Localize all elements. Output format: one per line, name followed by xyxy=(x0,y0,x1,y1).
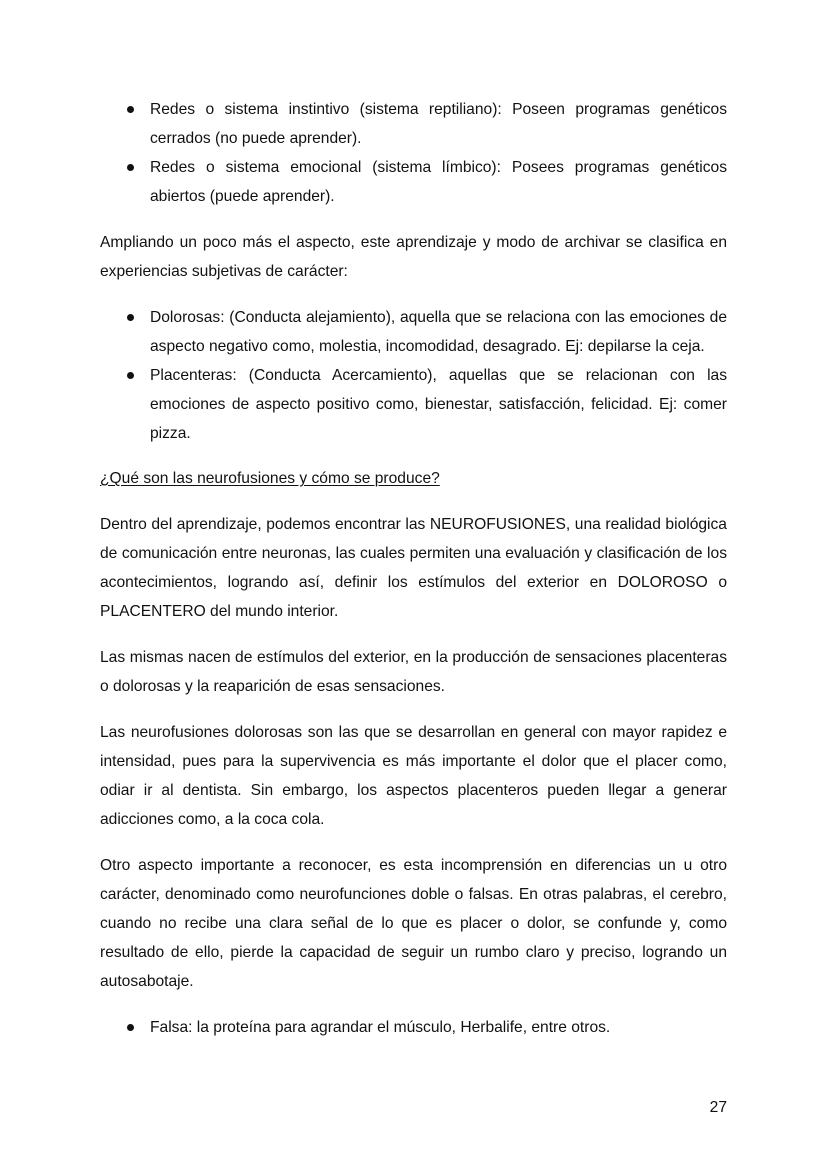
paragraph-origin: Las mismas nacen de estímulos del exterior, en la producción de sensaciones placenteras o dolorosas y la reaparición de esas sensaciones. xyxy=(100,649,727,695)
paragraph-false-neurofusions: Otro aspecto importante a reconocer, es esta incomprensión en diferencias un u otro carácter, denominado como neurofunciones doble o falsas. En otras palabras, el cerebro, cuando no recibe una clara señal de lo que es placer o dolor, se confunde y, como resultado de ello, pierde la capacidad de seguir un rumbo claro y preciso, logrando un autosabotaje. xyxy=(100,857,727,990)
bullet-icon xyxy=(127,164,134,171)
list-item-text: Placenteras: (Conducta Acercamiento), aquellas que se relacionan con las emociones de aspecto positivo como, bienestar, satisfacción, felicidad. Ej: comer pizza. xyxy=(150,367,727,442)
bullet-icon xyxy=(127,1024,134,1031)
section-heading: ¿Qué son las neurofusiones y cómo se produce? xyxy=(100,470,440,487)
bullet-list-examples xyxy=(100,1013,727,1042)
bullet-icon xyxy=(127,106,134,113)
list-item-text: Redes o sistema emocional (sistema límbico): Posees programas genéticos abiertos (puede aprender). xyxy=(150,159,727,205)
paragraph-painful-neurofusions: Las neurofusiones dolorosas son las que se desarrollan en general con mayor rapidez e intensidad, pues para la supervivencia es más importante el dolor que el placer como, odiar ir al dentista. Sin embargo, los aspectos placenteros pueden llegar a generar adicciones como, a la coca cola. xyxy=(100,724,727,828)
page-number: 27 xyxy=(709,1099,727,1116)
bullet-icon xyxy=(127,372,134,379)
list-item xyxy=(100,303,727,361)
list-item xyxy=(100,1013,727,1042)
list-item xyxy=(100,361,727,448)
bullet-list-experiences xyxy=(100,303,727,448)
page-content xyxy=(100,95,727,1042)
list-item xyxy=(100,153,727,211)
list-item-text: Redes o sistema instintivo (sistema reptiliano): Poseen programas genéticos cerrados (no puede aprender). xyxy=(150,101,727,147)
list-item-text: Falsa: la proteína para agrandar el músculo, Herbalife, entre otros. xyxy=(150,1019,611,1036)
bullet-list-brain-systems xyxy=(100,95,727,211)
bullet-icon xyxy=(127,314,134,321)
paragraph-experiences-intro: Ampliando un poco más el aspecto, este aprendizaje y modo de archivar se clasifica en experiencias subjetivas de carácter: xyxy=(100,234,727,280)
paragraph-neurofusiones-definition: Dentro del aprendizaje, podemos encontrar las NEUROFUSIONES, una realidad biológica de comunicación entre neuronas, las cuales permiten una evaluación y clasificación de los acontecimientos, logrando así, definir los estímulos del exterior en DOLOROSO o PLACENTERO del mundo interior. xyxy=(100,516,727,620)
list-item xyxy=(100,95,727,153)
list-item-text: Dolorosas: (Conducta alejamiento), aquella que se relaciona con las emociones de aspecto negativo como, molestia, incomodidad, desagrado. Ej: depilarse la ceja. xyxy=(150,309,727,355)
